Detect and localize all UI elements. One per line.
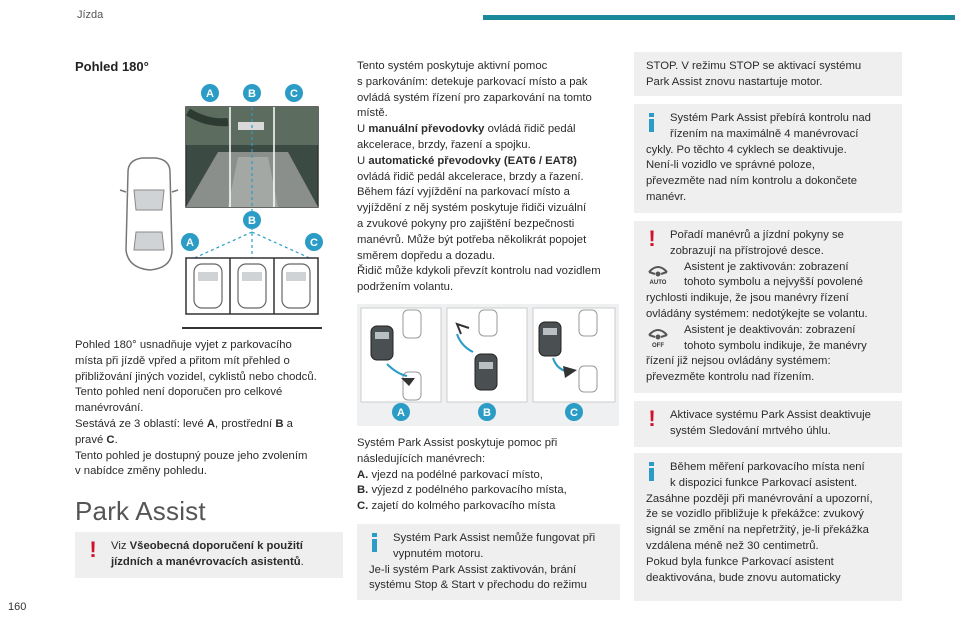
svg-text:C: C: [290, 88, 298, 100]
info-note-parking-measurement: Během měření parkovacího místa není k dispozici funkce Parkovací asistent. Zasáhne později při manévrování a upozorní, že se vozidlo přibližuje k překážce: zvukový signál se změní na nepřetržitý, je-li překážka vzdálena méně než 30 centimetrů. Pokud byla funkce Parkovací asistent deaktivována, bude znovu automaticky: [634, 453, 902, 601]
svg-text:A: A: [206, 88, 214, 100]
manoeuvre-a-parallel-entry-diagram: [361, 308, 441, 402]
info-icon: [644, 112, 660, 132]
running-header: Jízda: [77, 9, 104, 21]
page-number: 160: [8, 601, 27, 613]
label-b-circle: [478, 403, 496, 421]
parked-cars-diagram: [182, 258, 322, 328]
warning-icon: !: [648, 226, 656, 251]
warning-icon: !: [89, 537, 97, 562]
warning-note-blind-spot: ! Aktivace systému Park Assist deaktivuje systém Sledování mrtvého úhlu.: [634, 401, 902, 447]
info-note-four-cycles: Systém Park Assist přebírá kontrolu nad řízením na maximálně 4 manévrovací cykly. Po těchto 4 cyklech se deaktivuje. Není-li vozidlo ve správné poloze, převezměte nad ním kontrolu a dokončete manévr.: [634, 104, 902, 213]
svg-text:B: B: [248, 88, 256, 100]
paragraph-manoeuvres-list: Systém Park Assist poskytuje pomoc při následujících manévrech: A. vjezd na podélné parkovací místo, B. výjezd z podélného parkovacího místa, C. zajetí do kolmého parkovacího místa: [357, 437, 567, 513]
warning-note-instrument-panel: ! Pořadí manévrů a jízdní pokyny se zobrazují na přístrojové desce. AUTO Asistent je zaktivován: zobrazení tohoto symbolu a nejvyšší povolené rychlosti indikuje, že jsou manévry řízení ovládány systémem: nedotýkejte se volantu. OFF Asistent je deaktivován: zobrazení tohoto symbolu indikuje, že manévry řízení již nejsou ovládány systémem: převezměte kontrolu nad řízením.: [634, 221, 902, 393]
label-c-circle-top: [285, 84, 303, 102]
info-icon: [367, 532, 383, 552]
svg-text:OFF: OFF: [652, 342, 664, 349]
label-c-circle: [565, 403, 583, 421]
label-a-circle-top: [201, 84, 219, 102]
section-heading-park-assist: Park Assist: [75, 496, 206, 526]
paragraph-park-assist-intro: Tento systém poskytuje aktivní pomoc s parkováním: detekuje parkovací místo a pak ovládá systém řízení pro zaparkování na tomto místě. U manuální převodovky ovládá řidič pedál akcelerace, brzdy, řazení a spojku. U automatické převodovky (EAT6 / EAT8) ovládá řidič pedál akcelerace, brzdy a řazení. Během fází vyjíždění na parkovací místo a vyjíždění z něj systém poskytuje řidiči vizuální a zvukové pokyny pro zajištění bezpečnosti manévrů. Může být potřeba několikrát popojet směrem dopředu a dozadu. Řidič může kdykoli převzít kontrolu nad vozidlem podržením volantu.: [357, 60, 601, 294]
figure-180-view: [78, 82, 340, 330]
header-accent-bar: [483, 15, 955, 20]
manoeuvre-c-perpendicular-entry-diagram: [533, 308, 615, 402]
label-b-circle-bottom: [243, 211, 261, 229]
steering-wheel-off-icon: [646, 323, 670, 349]
label-b-circle-top: [243, 84, 261, 102]
label-a-circle-bottom: [181, 233, 199, 251]
info-icon: [644, 461, 660, 481]
steering-wheel-auto-icon: [646, 260, 670, 286]
label-c-circle-bottom: [305, 233, 323, 251]
warning-note-park-assist: ! Viz Všeobecná doporučení k použití jízdních a manévrovacích asistentů.: [75, 532, 343, 578]
svg-text:B: B: [248, 215, 256, 227]
assistant-deactivated-block: OFF Asistent je deaktivován: zobrazení tohoto symbolu indikuje, že manévry řízení již nejsou ovládány systémem: převezměte kontrolu nad řízením.: [646, 323, 867, 384]
manoeuvre-b-parallel-exit-diagram: [447, 308, 527, 402]
paragraph-180-view: Pohled 180° usnadňuje vyjet z parkovacího místa při jízdě vpřed a přitom mít přehled o přibližování jiných vozidel, cyklistů nebo chodců. Tento pohled není doporučen pro celkové manévrování. Sestává ze 3 oblastí: levé A, prostřední B a pravé C. Tento pohled je dostupný pouze jeho zvolením v nabídce změny pohledu.: [75, 339, 317, 478]
assistant-activated-block: AUTO Asistent je zaktivován: zobrazení tohoto symbolu a nejvyšší povolené rychlosti indikuje, že jsou manévry řízení ovládány systémem: nedotýkejte se volantu.: [646, 260, 868, 320]
svg-text:AUTO: AUTO: [649, 279, 667, 286]
svg-text:C: C: [570, 407, 578, 419]
svg-text:A: A: [397, 407, 405, 419]
section-heading-180-view: Pohled 180°: [75, 59, 149, 74]
svg-text:A: A: [186, 237, 194, 249]
warning-icon: !: [648, 406, 656, 431]
label-a-circle: [392, 403, 410, 421]
info-note-engine-off: Systém Park Assist nemůže fungovat při vypnutém motoru. Je-li systém Park Assist zaktivován, brání systému Stop & Start v přechodu do režimu: [357, 524, 620, 600]
info-note-continued: STOP. V režimu STOP se aktivací systému Park Assist znovu nastartuje motor.: [634, 52, 902, 96]
car-top-view-icon: [120, 158, 178, 270]
svg-text:C: C: [310, 237, 318, 249]
figure-park-assist-manoeuvres: [357, 304, 619, 426]
svg-text:B: B: [483, 407, 491, 419]
